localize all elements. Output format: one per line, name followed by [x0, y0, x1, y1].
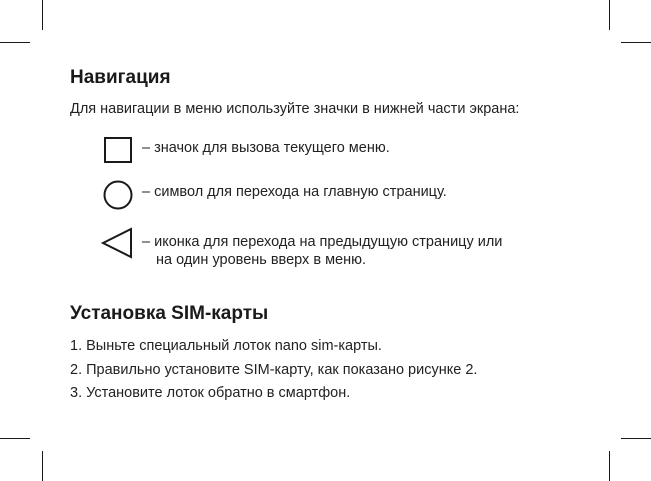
sim-heading: Установка SIM-карты — [70, 303, 269, 324]
crop-mark-top-right-vertical — [609, 0, 610, 30]
circle-icon — [100, 180, 136, 216]
crop-mark-bottom-right-horizontal — [621, 438, 651, 439]
crop-mark-top-left-horizontal — [0, 42, 30, 43]
sim-step: 1. Выньте специальный лоток nano sim-карты. — [70, 338, 382, 354]
sim-step: 3. Установите лоток обратно в смартфон. — [70, 385, 351, 401]
nav-item-menu-text: – значок для вызова текущего меню. — [142, 140, 390, 156]
sim-step: 2. Правильно установите SIM-карту, как показано рисунке 2. — [70, 362, 478, 378]
nav-item-home-text: – символ для перехода на главную страницу. — [142, 184, 447, 200]
crop-mark-bottom-right-vertical — [609, 451, 610, 481]
crop-mark-bottom-left-vertical — [42, 451, 43, 481]
navigation-heading: Навигация — [70, 67, 171, 88]
nav-item-back-text-line1: – иконка для перехода на предыдущую страницу или — [142, 234, 503, 250]
crop-mark-top-left-vertical — [42, 0, 43, 30]
crop-mark-top-right-horizontal — [621, 42, 651, 43]
crop-mark-bottom-left-horizontal — [0, 438, 30, 439]
triangle-left-icon — [100, 226, 136, 262]
square-icon — [100, 136, 136, 172]
nav-item-back-text-line2: на один уровень вверх в меню. — [156, 252, 367, 268]
navigation-intro: Для навигации в меню используйте значки в нижней части экрана: — [70, 101, 520, 117]
